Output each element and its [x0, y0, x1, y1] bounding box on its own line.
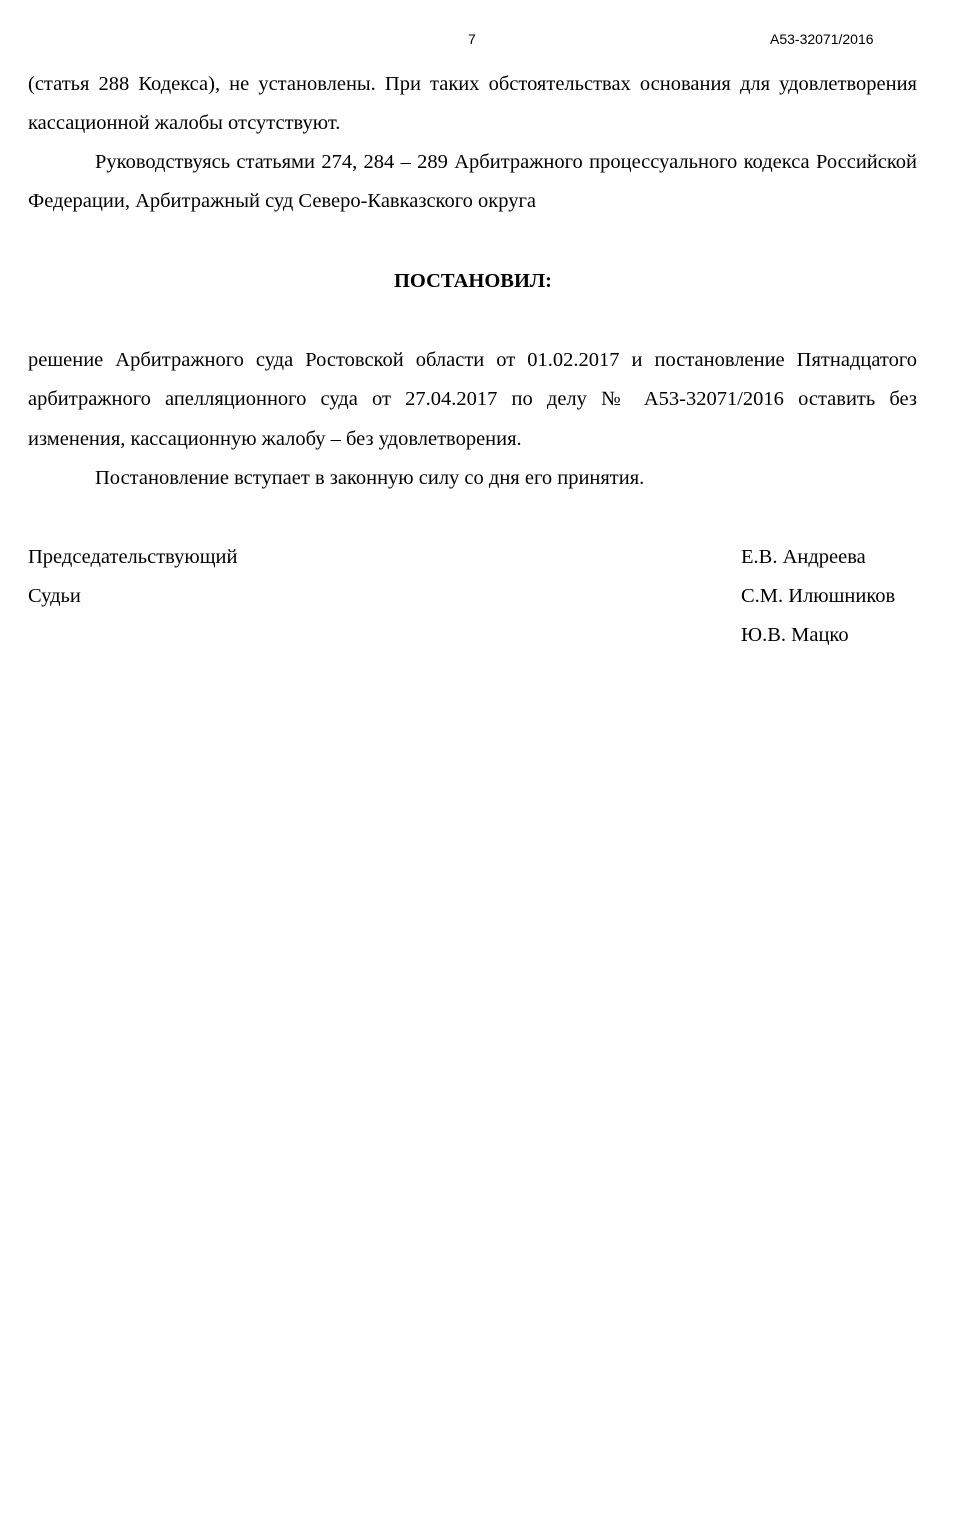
paragraph-grounds [28, 65, 917, 144]
paragraph-ruling-text: решение Арбитражного суда Ростовской области от 01.02.2017 и постановление Пятнадцатого арбитражного апелляционного суда от 27.04.2017 по делу № А53-32071/2016 оставить без изменения, кассационную жалобу – без удовлетворения. [28, 349, 917, 450]
case-number: А53-32071/2016 [770, 31, 874, 47]
paragraph-guided-by-text: Руководствуясь статьями 274, 284 – 289 Арбитражного процессуального кодекса Российской Федерации, Арбитражный суд Северо-Кавказского округа [28, 151, 917, 213]
paragraph-grounds-text: (статья 288 Кодекса), не установлены. При таких обстоятельствах основания для удовлетворения кассационной жалобы отсутствуют. [28, 73, 917, 135]
decision-title: ПОСТАНОВИЛ: [393, 270, 552, 292]
judge-name-1: С.М. Илюшников [741, 585, 896, 607]
paragraph-guided-by [28, 143, 917, 222]
judge-name-2: Ю.В. Мацко [741, 624, 849, 646]
judges-label: Судьи [28, 585, 81, 607]
paragraph-effective [28, 459, 917, 498]
page-number: 7 [468, 31, 476, 47]
paragraph-effective-text: Постановление вступает в законную силу со дня его принятия. [95, 467, 645, 489]
presiding-name: Е.В. Андреева [741, 546, 866, 568]
paragraph-ruling [28, 341, 917, 459]
presiding-label: Председательствующий [28, 546, 238, 568]
